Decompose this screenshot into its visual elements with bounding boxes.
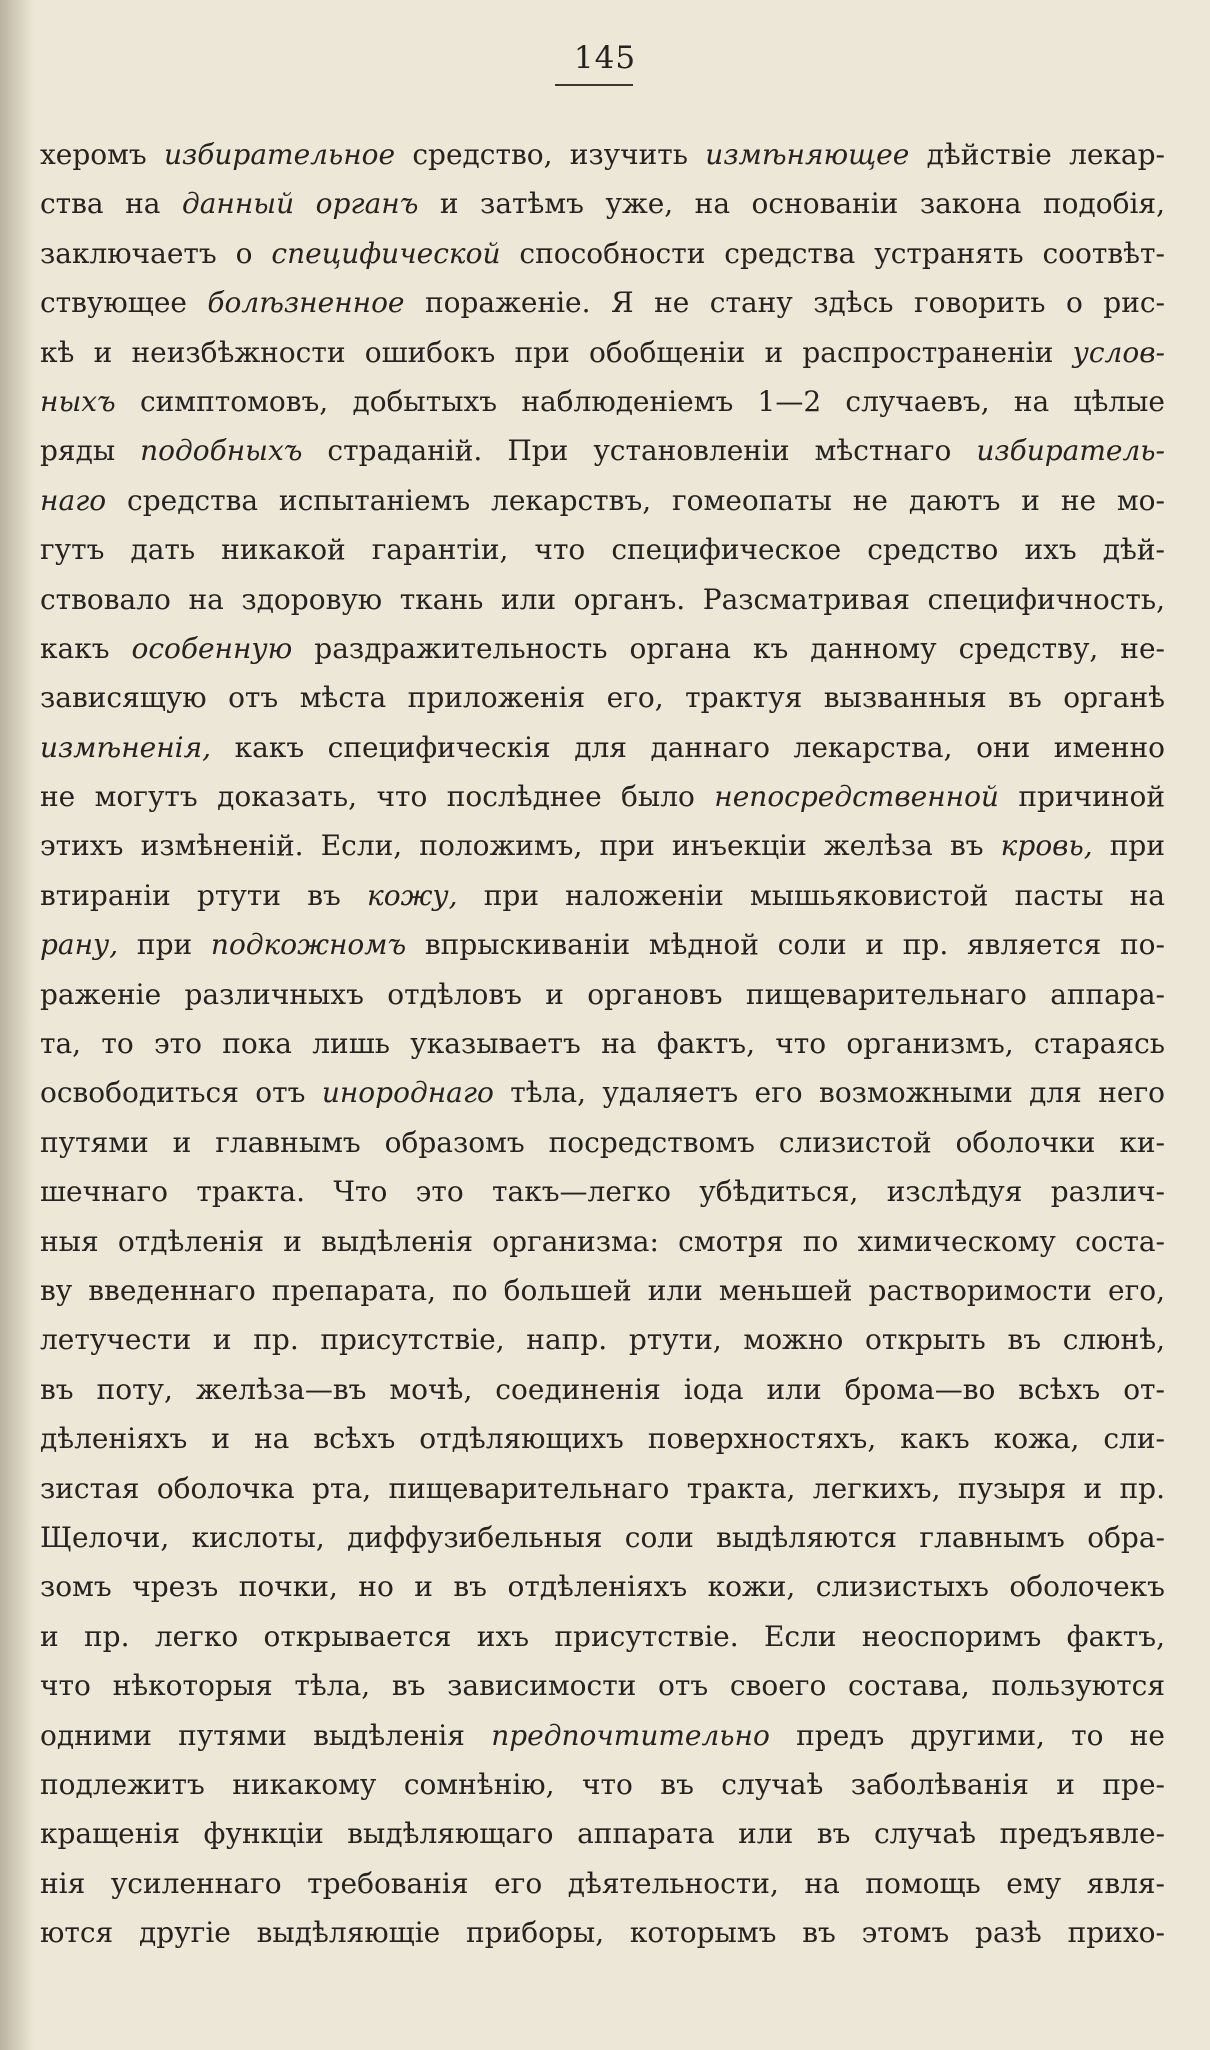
italic-phrase: подкожномъ xyxy=(210,928,407,962)
text-run: дѣленіяхъ и на всѣхъ отдѣляющихъ поверхностяхъ, какъ кожа, сли- xyxy=(40,1422,1165,1456)
italic-phrase: инороднаго xyxy=(321,1076,494,1110)
text-line xyxy=(40,1118,1165,1167)
text-line xyxy=(40,1859,1165,1908)
text-run: зистая оболочка рта, пищеварительнаго тракта, легкихъ, пузыря и пр. xyxy=(40,1471,1165,1505)
text-line xyxy=(40,1019,1165,1068)
text-line xyxy=(40,970,1165,1019)
text-line xyxy=(40,1315,1165,1364)
italic-phrase: услов- xyxy=(1072,335,1165,369)
text-run: и затѣмъ уже, на основаніи закона подобія, xyxy=(418,187,1165,221)
text-line xyxy=(40,1562,1165,1611)
text-run: не могутъ доказать, что послѣднее было xyxy=(40,780,715,814)
italic-phrase: ныхъ xyxy=(40,384,116,418)
italic-phrase: данный органъ xyxy=(181,187,419,221)
text-run: при xyxy=(1092,829,1166,863)
text-line xyxy=(40,1414,1165,1463)
text-line xyxy=(40,377,1165,426)
text-line xyxy=(40,821,1165,870)
italic-phrase: измѣняющее xyxy=(705,138,910,171)
text-run: что нѣкоторыя тѣла, въ зависимости отъ своего состава, пользуются xyxy=(40,1669,1165,1703)
text-run: одними путями выдѣленія xyxy=(40,1718,492,1752)
text-run: гутъ дать никакой гарантіи, что специфическое средство ихъ дѣй- xyxy=(40,533,1165,567)
text-run: впрыскиваніи мѣдной соли и пр. является по- xyxy=(406,928,1165,962)
text-run: страданій. При установленіи мѣстнаго xyxy=(302,434,977,468)
italic-phrase: наго xyxy=(40,483,107,517)
text-line xyxy=(40,871,1165,920)
text-run: ствующее xyxy=(40,286,208,320)
text-run: при наложеніи мышьяковистой пасты на xyxy=(457,878,1165,912)
text-line xyxy=(40,1217,1165,1266)
text-line xyxy=(40,1908,1165,1957)
italic-phrase: предпочтительно xyxy=(491,1718,770,1752)
italic-phrase: рану, xyxy=(40,928,119,962)
text-run: зависящую отъ мѣста приложенія его, трактуя вызванныя въ органѣ xyxy=(40,681,1165,715)
text-line xyxy=(40,920,1165,969)
text-line xyxy=(40,1711,1165,1760)
text-run: предъ другими, то не xyxy=(769,1718,1165,1752)
text-run: освободиться отъ xyxy=(40,1076,322,1110)
text-run: подлежитъ никакому сомнѣнію, что въ случаѣ заболѣванія и пре- xyxy=(40,1767,1165,1801)
text-run: заключаетъ о xyxy=(40,236,272,270)
italic-phrase: специфической xyxy=(271,236,501,270)
text-run: при xyxy=(118,928,211,962)
text-run: причиной xyxy=(998,780,1165,814)
text-run: симптомовъ, добытыхъ наблюденіемъ 1—2 случаевъ, на цѣлые xyxy=(115,384,1165,418)
text-line xyxy=(40,130,1165,179)
text-run: ствовало на здоровую ткань или органъ. Разсматривая специфичность, xyxy=(40,582,1165,616)
text-run: путями и главнымъ образомъ посредствомъ слизистой оболочки ки- xyxy=(40,1125,1165,1159)
text-run: дѣйствіе лекар- xyxy=(909,138,1166,171)
text-line xyxy=(40,1513,1165,1562)
italic-phrase: кожу, xyxy=(367,878,458,912)
text-run: кѣ и неизбѣжности ошибокъ при обобщеніи и распространеніи xyxy=(40,335,1073,369)
text-run: раздражительность органа къ данному средству, не- xyxy=(292,631,1165,665)
text-line xyxy=(40,476,1165,525)
text-run: Щелочи, кислоты, диффузибельныя соли выдѣляются главнымъ обра- xyxy=(40,1520,1165,1554)
text-run: какъ xyxy=(40,631,132,665)
text-run: ются другіе выдѣляющіе приборы, которымъ въ этомъ разѣ прихо- xyxy=(40,1916,1165,1950)
body-text xyxy=(40,130,1165,1957)
page-number: 145 xyxy=(573,40,637,76)
text-line xyxy=(40,426,1165,475)
page-number-rule xyxy=(555,84,633,86)
text-run: въ поту, желѣза—въ мочѣ, соединенія іода или брома—во всѣхъ от- xyxy=(40,1372,1165,1406)
text-run: и пр. легко открывается ихъ присутствіе. Если неоспоримъ фактъ, xyxy=(40,1619,1165,1653)
text-run: нія усиленнаго требованія его дѣятельности, на помощь ему явля- xyxy=(40,1866,1165,1900)
italic-phrase: кровь, xyxy=(1000,829,1093,863)
text-line xyxy=(40,1809,1165,1858)
text-line xyxy=(40,1760,1165,1809)
text-line xyxy=(40,772,1165,821)
text-line xyxy=(40,1365,1165,1414)
text-run: раженіе различныхъ отдѣловъ и органовъ пищеварительнаго аппара- xyxy=(40,977,1165,1011)
text-run: этихъ измѣненій. Если, положимъ, при инъекціи желѣза въ xyxy=(40,829,1001,863)
text-line xyxy=(40,229,1165,278)
text-run: ныя отдѣленія и выдѣленія организма: смотря по химическому соста- xyxy=(40,1224,1165,1258)
italic-phrase: подобныхъ xyxy=(140,434,303,468)
text-line xyxy=(40,1068,1165,1117)
text-line xyxy=(40,525,1165,574)
italic-phrase: избирательное xyxy=(164,138,396,171)
text-line xyxy=(40,1661,1165,1710)
italic-phrase: болѣзненное xyxy=(207,286,405,320)
text-run: зомъ чрезъ почки, но и въ отдѣленіяхъ кожи, слизистыхъ оболочекъ xyxy=(40,1570,1165,1604)
text-run: способности средства устранять соотвѣт- xyxy=(500,236,1165,270)
text-run: та, то это пока лишь указываетъ на фактъ, что организмъ, стараясь xyxy=(40,1027,1165,1061)
italic-phrase: избиратель- xyxy=(976,434,1166,468)
text-run: средство, изучить xyxy=(395,138,706,171)
text-run: тѣла, удаляетъ его возможными для него xyxy=(493,1076,1165,1110)
italic-phrase: особенную xyxy=(131,631,293,665)
text-line xyxy=(40,624,1165,673)
text-line xyxy=(40,328,1165,377)
text-run: кращенія функціи выдѣляющаго аппарата или въ случаѣ предъявле- xyxy=(40,1817,1165,1851)
text-run: ряды xyxy=(40,434,141,468)
text-line xyxy=(40,179,1165,228)
text-line xyxy=(40,1167,1165,1216)
text-line xyxy=(40,278,1165,327)
text-run: какъ специфическія для даннаго лекарства, они именно xyxy=(211,730,1165,764)
binding-shadow xyxy=(0,0,34,2050)
text-run: ства на xyxy=(40,187,182,221)
text-line xyxy=(40,575,1165,624)
text-run: шечнаго тракта. Что это такъ—легко убѣдиться, изслѣдуя различ- xyxy=(40,1175,1165,1209)
text-line xyxy=(40,673,1165,722)
text-line xyxy=(40,1266,1165,1315)
text-run: пораженіе. Я не стану здѣсь говорить о рис- xyxy=(404,286,1165,320)
italic-phrase: непосредственной xyxy=(714,780,999,814)
text-run: херомъ xyxy=(40,138,164,171)
text-line xyxy=(40,723,1165,772)
italic-phrase: измѣненія, xyxy=(40,730,212,764)
text-line xyxy=(40,1464,1165,1513)
text-run: средства испытаніемъ лекарствъ, гомеопаты не даютъ и не мо- xyxy=(106,483,1165,517)
text-line xyxy=(40,1612,1165,1661)
text-run: втираніи ртути въ xyxy=(40,878,367,912)
text-run: летучести и пр. присутствіе, напр. ртути, можно открыть въ слюнѣ, xyxy=(40,1323,1165,1357)
text-run: ву введеннаго препарата, по большей или меньшей растворимости его, xyxy=(40,1273,1165,1307)
